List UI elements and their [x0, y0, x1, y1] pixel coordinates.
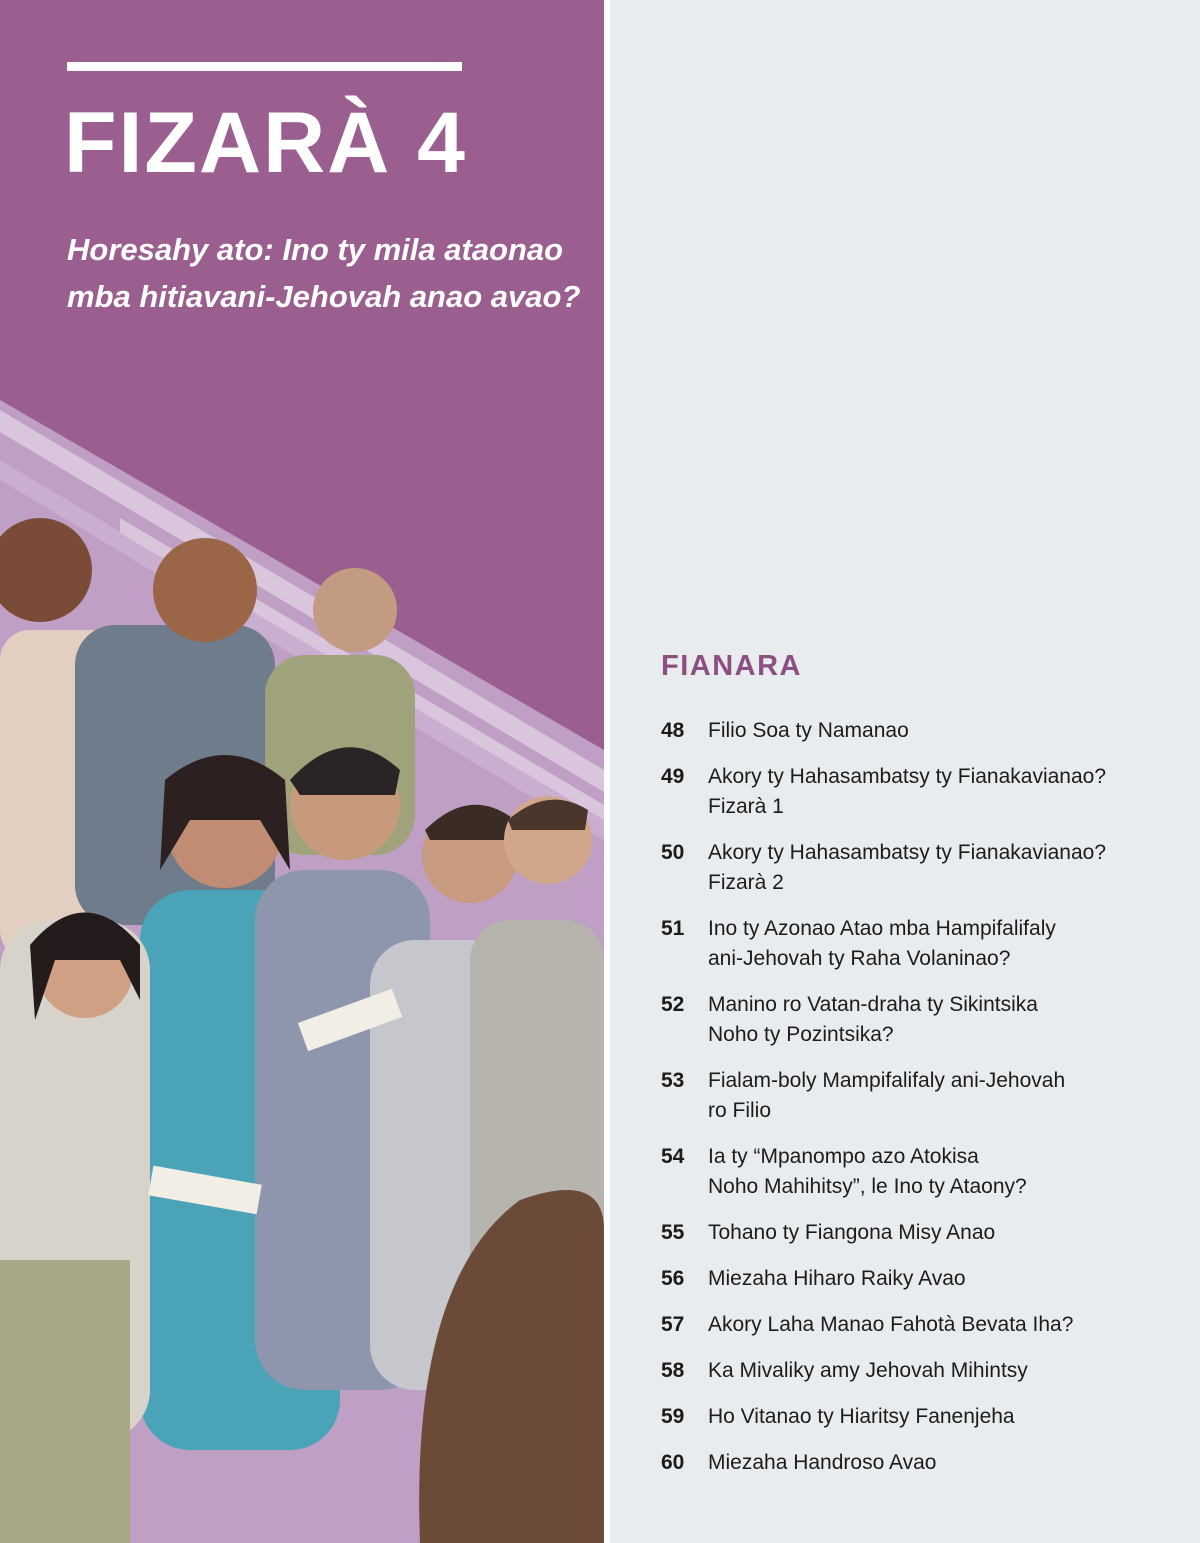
lesson-number: 60	[661, 1451, 685, 1474]
lesson-item[interactable]	[661, 1142, 1191, 1202]
lesson-title: Ka Mivaliky amy Jehovah Mihintsy	[708, 1359, 1028, 1382]
lesson-number: 54	[661, 1145, 685, 1168]
lesson-title: Fialam-boly Mampifalifaly ani-Jehovah ro Filio	[708, 1069, 1066, 1122]
part-question: Horesahy ato: Ino ty mila ataonao mba hitiavani-Jehovah anao avao?	[67, 232, 581, 314]
lesson-title: Tohano ty Fiangona Misy Anao	[708, 1221, 996, 1244]
lesson-number: 56	[661, 1267, 685, 1290]
lesson-title: Akory ty Hahasambatsy ty Fianakavianao? Fizarà 2	[708, 841, 1107, 894]
lesson-title: Ia ty “Mpanompo azo Atokisa Noho Mahihitsy”, le Ino ty Ataony?	[708, 1145, 1027, 1198]
lesson-number: 53	[661, 1069, 685, 1092]
lesson-number: 59	[661, 1405, 685, 1428]
lesson-item[interactable]	[661, 1264, 1191, 1294]
lesson-item[interactable]	[661, 1218, 1191, 1248]
lesson-title: Akory ty Hahasambatsy ty Fianakavianao? Fizarà 1	[708, 765, 1107, 818]
lesson-item[interactable]	[661, 1356, 1191, 1386]
lesson-title: Akory Laha Manao Fahotà Bevata Iha?	[708, 1313, 1074, 1336]
lesson-number: 51	[661, 917, 685, 940]
lesson-title: Filio Soa ty Namanao	[708, 719, 909, 742]
lesson-title: Ho Vitanao ty Hiaritsy Fanenjeha	[708, 1405, 1015, 1428]
lesson-number: 55	[661, 1221, 685, 1244]
lesson-number: 48	[661, 719, 685, 742]
lesson-item[interactable]	[661, 1448, 1191, 1478]
lesson-title: Miezaha Hiharo Raiky Avao	[708, 1267, 966, 1290]
lesson-item[interactable]	[661, 762, 1191, 822]
foreground-left-figure	[0, 1260, 130, 1543]
congregation-illustration	[0, 400, 604, 1543]
lesson-title: Ino ty Azonao Atao mba Hampifalifaly ani-Jehovah ty Raha Volaninao?	[708, 917, 1056, 970]
lesson-number: 52	[661, 993, 685, 1016]
lesson-item[interactable]	[661, 1402, 1191, 1432]
lesson-item[interactable]	[661, 1310, 1191, 1340]
contents-heading: FIANARA	[661, 650, 802, 682]
lesson-number: 49	[661, 765, 685, 788]
part-title: FIZARÀ 4	[64, 95, 467, 191]
lesson-item[interactable]	[661, 716, 1191, 746]
title-rule	[67, 62, 462, 71]
lesson-item[interactable]	[661, 914, 1191, 974]
lesson-item[interactable]	[661, 1066, 1191, 1126]
lesson-number: 50	[661, 841, 685, 864]
lesson-item[interactable]	[661, 838, 1191, 898]
lesson-number: 57	[661, 1313, 685, 1336]
lesson-list	[661, 716, 1191, 1494]
lesson-title: Manino ro Vatan-draha ty Sikintsika Noho ty Pozintsika?	[708, 993, 1038, 1046]
lesson-number: 58	[661, 1359, 685, 1382]
contents-panel	[610, 0, 1200, 1543]
lesson-title: Miezaha Handroso Avao	[708, 1451, 937, 1474]
lesson-item[interactable]	[661, 990, 1191, 1050]
